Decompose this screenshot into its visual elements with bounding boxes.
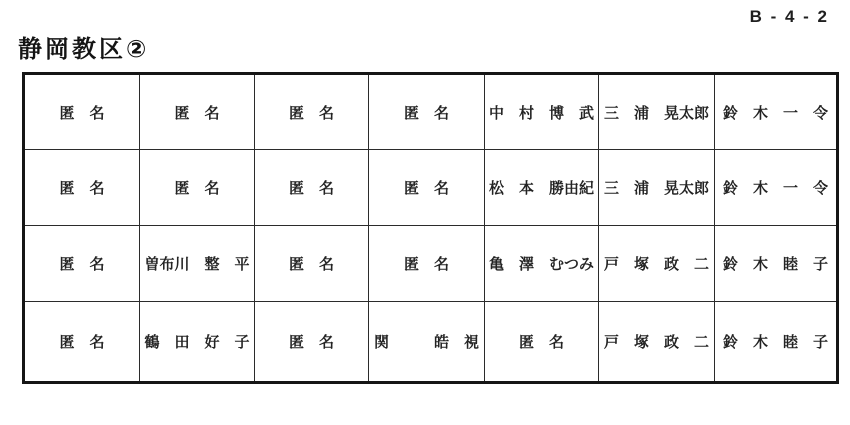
name-table bbox=[22, 72, 839, 384]
table-cell: 曽布川 整 平 bbox=[140, 226, 255, 302]
table-cell: 匿 名 bbox=[485, 302, 599, 383]
table-cell: 三 浦 晃太郎 bbox=[599, 150, 715, 226]
table-cell: 鈴 木 睦 子 bbox=[715, 302, 838, 383]
table-cell: 亀 澤 むつみ bbox=[485, 226, 599, 302]
table-cell: 匿 名 bbox=[24, 226, 140, 302]
table-cell: 関 皓 視 bbox=[369, 302, 485, 383]
page-title: 静岡教区② bbox=[18, 36, 150, 63]
table-cell: 匿 名 bbox=[255, 226, 369, 302]
table-cell: 匿 名 bbox=[24, 74, 140, 150]
table-cell: 鈴 木 睦 子 bbox=[715, 226, 838, 302]
table-row bbox=[24, 226, 838, 302]
table-cell: 匿 名 bbox=[255, 150, 369, 226]
table-cell: 松 本 勝由紀 bbox=[485, 150, 599, 226]
table-cell: 匿 名 bbox=[140, 150, 255, 226]
table-cell: 匿 名 bbox=[369, 150, 485, 226]
name-table-body bbox=[24, 74, 838, 383]
table-cell: 中 村 博 武 bbox=[485, 74, 599, 150]
table-cell: 鈴 木 一 令 bbox=[715, 74, 838, 150]
table-cell: 匿 名 bbox=[369, 74, 485, 150]
table-cell: 鶴 田 好 子 bbox=[140, 302, 255, 383]
table-cell: 戸 塚 政 二 bbox=[599, 226, 715, 302]
table-cell: 匿 名 bbox=[140, 74, 255, 150]
table-cell: 匿 名 bbox=[255, 302, 369, 383]
table-cell: 匿 名 bbox=[255, 74, 369, 150]
doc-number: B - 4 - 2 bbox=[749, 7, 829, 26]
table-row bbox=[24, 302, 838, 383]
table-cell: 匿 名 bbox=[24, 302, 140, 383]
table-cell: 戸 塚 政 二 bbox=[599, 302, 715, 383]
table-cell: 匿 名 bbox=[369, 226, 485, 302]
table-row bbox=[24, 150, 838, 226]
table-cell: 三 浦 晃太郎 bbox=[599, 74, 715, 150]
table-row bbox=[24, 74, 838, 150]
table-cell: 鈴 木 一 令 bbox=[715, 150, 838, 226]
table-cell: 匿 名 bbox=[24, 150, 140, 226]
